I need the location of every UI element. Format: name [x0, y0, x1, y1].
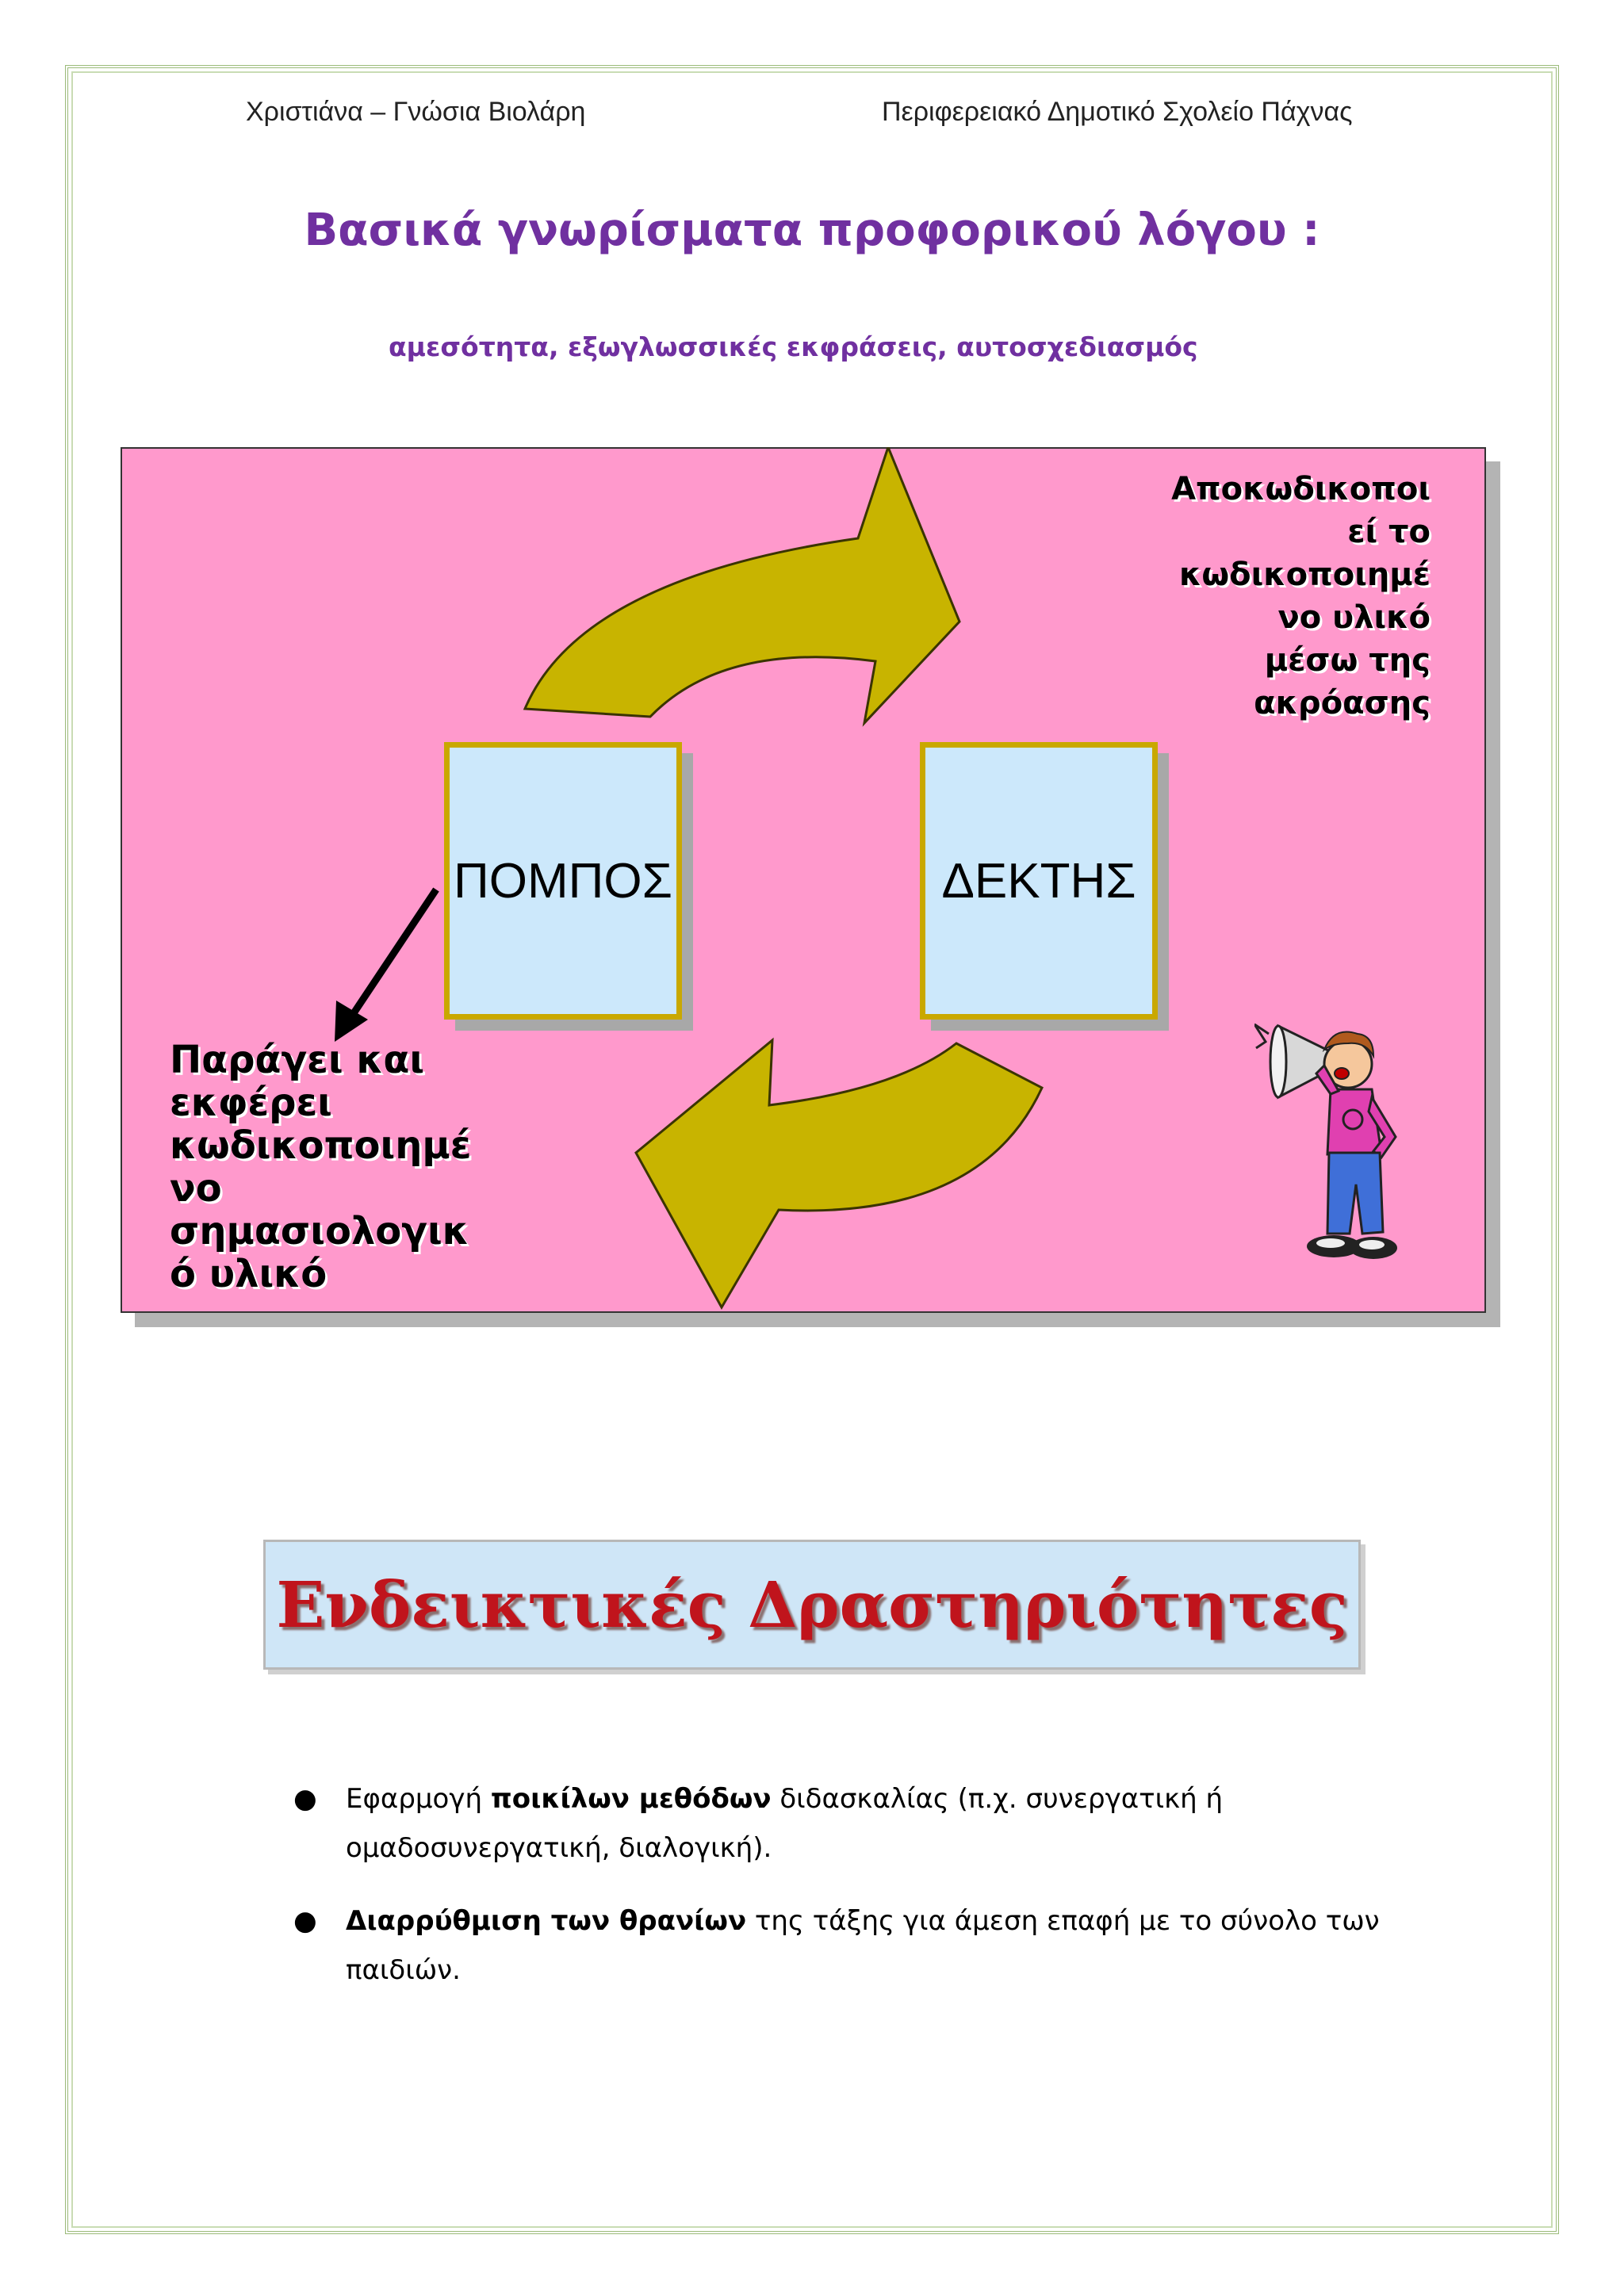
- activities-list: [293, 1774, 1388, 2019]
- bullet-icon: ●: [293, 1905, 317, 1937]
- receiver-box: [920, 742, 1158, 1020]
- item-text-post: διδασκαλίας (π.χ. συνεργατική ή ομαδοσυνεργατική, διαλογική).: [346, 1783, 1224, 1864]
- receiver-note: Αποκωδικοποι εί το κωδικοποιημέ νο υλικό μέσω της ακρόασης: [1171, 471, 1431, 721]
- sender-note: Παράγει και εκφέρει κωδικοποιημέ νο σημασιολογικ ό υλικό: [170, 1038, 472, 1296]
- sender-label: ΠΟΜΠΟΣ: [454, 853, 672, 909]
- item-text-post: της τάξης για άμεση επαφή με το σύνολο των παιδιών.: [346, 1905, 1380, 1986]
- pointer-arrowhead: [335, 1001, 368, 1042]
- bullet-icon: ●: [293, 1783, 317, 1815]
- list-item: [293, 1774, 1388, 1873]
- header-author: Χριστιάνα – Γνώσια Βιολάρη: [246, 97, 586, 127]
- receiver-label: ΔΕΚΤΗΣ: [941, 853, 1136, 909]
- megaphone-kid-illustration: [1254, 1018, 1397, 1280]
- curved-arrow-top: [525, 447, 959, 723]
- header-school: Περιφερειακό Δημοτικό Σχολείο Πάχνας: [882, 97, 1353, 127]
- pointer-arrow: [350, 890, 436, 1018]
- sender-box: [444, 742, 682, 1020]
- list-item: [293, 1896, 1388, 1995]
- communication-diagram: [121, 447, 1486, 1313]
- activities-heading: Ενδεικτικές Δραστηριότητες: [276, 1567, 1348, 1642]
- activities-banner: [263, 1540, 1361, 1670]
- curved-arrow-bottom: [636, 1040, 1042, 1307]
- item-text-bold: Διαρρύθμιση των θρανίων: [346, 1905, 747, 1937]
- page-title: Βασικά γνωρίσματα προφορικού λόγου :: [304, 205, 1320, 256]
- page-subtitle: αμεσότητα, εξωγλωσσικές εκφράσεις, αυτοσχεδιασμός: [389, 331, 1198, 362]
- item-text-bold: ποικίλων μεθόδων: [490, 1783, 772, 1815]
- item-text-pre: Εφαρμογή: [346, 1783, 491, 1815]
